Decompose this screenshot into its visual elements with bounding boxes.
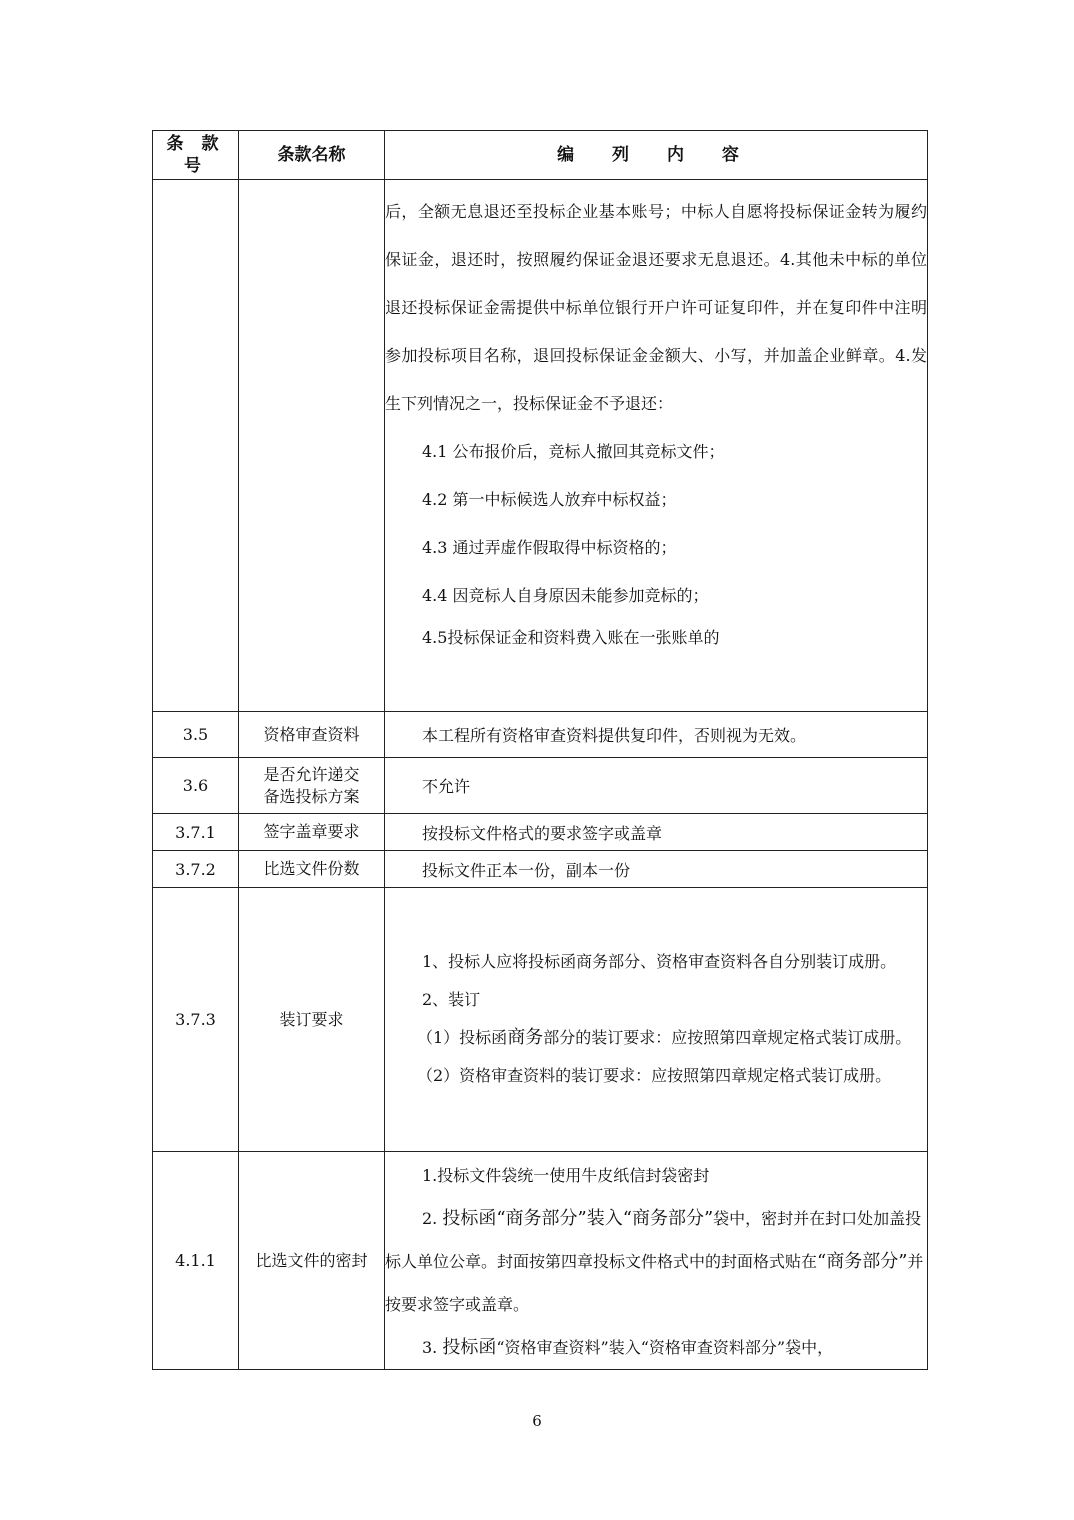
clause-content-cell (385, 888, 928, 1152)
clause-name-line: 是否允许递交 (263, 764, 360, 784)
cell-deposit-refund-content (385, 180, 928, 712)
binding-paragraph (385, 1019, 927, 1057)
sealing-text: 并按要求签字或盖章。 (385, 1252, 924, 1314)
clause-number: 3.6 (153, 758, 239, 814)
table-row (153, 712, 928, 758)
clause-content: 按投标文件格式的要求签字或盖章 (422, 823, 663, 843)
clause-name: 装订要求 (239, 888, 385, 1152)
clause-name-line: 备选投标方案 (263, 786, 360, 806)
table-row (153, 888, 928, 1152)
table-header-row (153, 131, 928, 180)
header-clause-number: 条 款 号 (153, 131, 239, 180)
deposit-refund-paragraph: 后，全额无息退还至投标企业基本账号；中标人自愿将投标保证金转为履约保证金，退还时，按照履约保证金退还要求无息退还。4.其他未中标的单位退还投标保证金需提供中标单位银行开户许可证复印件，并在复印件中注明参加投标项目名称，退回投标保证金金额大、小写，并加盖企业鲜章。4.发生下列情况之一，投标保证金不予退还： (385, 202, 927, 413)
sealing-text-emphasis: 投标函“商务部分”装入“商务部分” (442, 1208, 714, 1229)
table-row (153, 814, 928, 851)
binding-text: （1）投标函 (417, 1027, 508, 1047)
table-row (153, 758, 928, 814)
clause-number: 3.7.2 (153, 851, 239, 888)
list-item: 4.2 第一中标候选人放弃中标权益； (422, 490, 677, 509)
table-row (153, 851, 928, 888)
clause-content-cell (385, 814, 928, 851)
clause-content-cell (385, 712, 928, 758)
sealing-text-emphasis: “商务部分” (817, 1251, 908, 1272)
binding-paragraph: 2、装订 (422, 989, 481, 1009)
sealing-text: “资格审查资料”装入“资格审查资料部分”袋中， (496, 1338, 834, 1357)
clause-content-cell (385, 1152, 928, 1370)
sealing-text: 3. (422, 1338, 443, 1357)
sealing-text: 袋中，密封并在封口处加盖投标人单位公章。封面按第四章投标文件格式中的封面格式贴在 (385, 1209, 922, 1271)
clause-content-cell (385, 758, 928, 814)
clause-number: 3.5 (153, 712, 239, 758)
clause-name (239, 758, 385, 814)
sealing-text: 2. (422, 1209, 443, 1228)
clause-content: 本工程所有资格审查资料提供复印件，否则视为无效。 (422, 726, 807, 745)
cell-empty-number (153, 180, 239, 712)
clause-content: 投标文件正本一份，副本一份 (422, 860, 631, 880)
clause-number: 3.7.3 (153, 888, 239, 1152)
header-clause-name: 条款名称 (239, 131, 385, 180)
binding-paragraph: （2）资格审查资料的装订要求：应按照第四章规定格式装订成册。 (417, 1065, 892, 1085)
cell-empty-name (239, 180, 385, 712)
list-item: 4.4 因竞标人自身原因未能参加竞标的； (422, 586, 709, 605)
sealing-requirements (385, 1152, 927, 1369)
clause-name: 签字盖章要求 (239, 814, 385, 851)
sealing-paragraph: 1.投标文件袋统一使用牛皮纸信封袋密封 (422, 1166, 710, 1185)
list-item: 4.1 公布报价后，竞标人撤回其竞标文件； (422, 442, 725, 461)
clause-table (152, 130, 928, 1370)
list-item: 4.5投标保证金和资料费入账在一张账单的 (422, 628, 720, 647)
clause-name: 比选文件的密封 (239, 1152, 385, 1370)
binding-text-emphasis: 商务 (507, 1026, 544, 1048)
sealing-paragraph (385, 1326, 927, 1369)
clause-name: 比选文件份数 (239, 851, 385, 888)
header-content: 编 列 内 容 (385, 131, 928, 180)
sealing-text-emphasis: 投标函 (442, 1337, 497, 1358)
binding-paragraph: 1、投标人应将投标函商务部分、资格审查资料各自分别装订成册。 (422, 951, 897, 971)
clause-content-cell (385, 851, 928, 888)
clause-number: 3.7.1 (153, 814, 239, 851)
sealing-paragraph (385, 1197, 927, 1326)
list-item: 4.3 通过弄虚作假取得中标资格的； (422, 538, 677, 557)
binding-text: 部分的装订要求：应按照第四章规定格式装订成册。 (543, 1027, 912, 1047)
clause-number: 4.1.1 (153, 1152, 239, 1370)
table-row (153, 1152, 928, 1370)
page-number: 6 (532, 1412, 542, 1430)
binding-requirements (385, 941, 927, 1099)
clause-name: 资格审查资料 (239, 712, 385, 758)
table-row-continued (153, 180, 928, 712)
clause-content: 不允许 (422, 777, 471, 796)
